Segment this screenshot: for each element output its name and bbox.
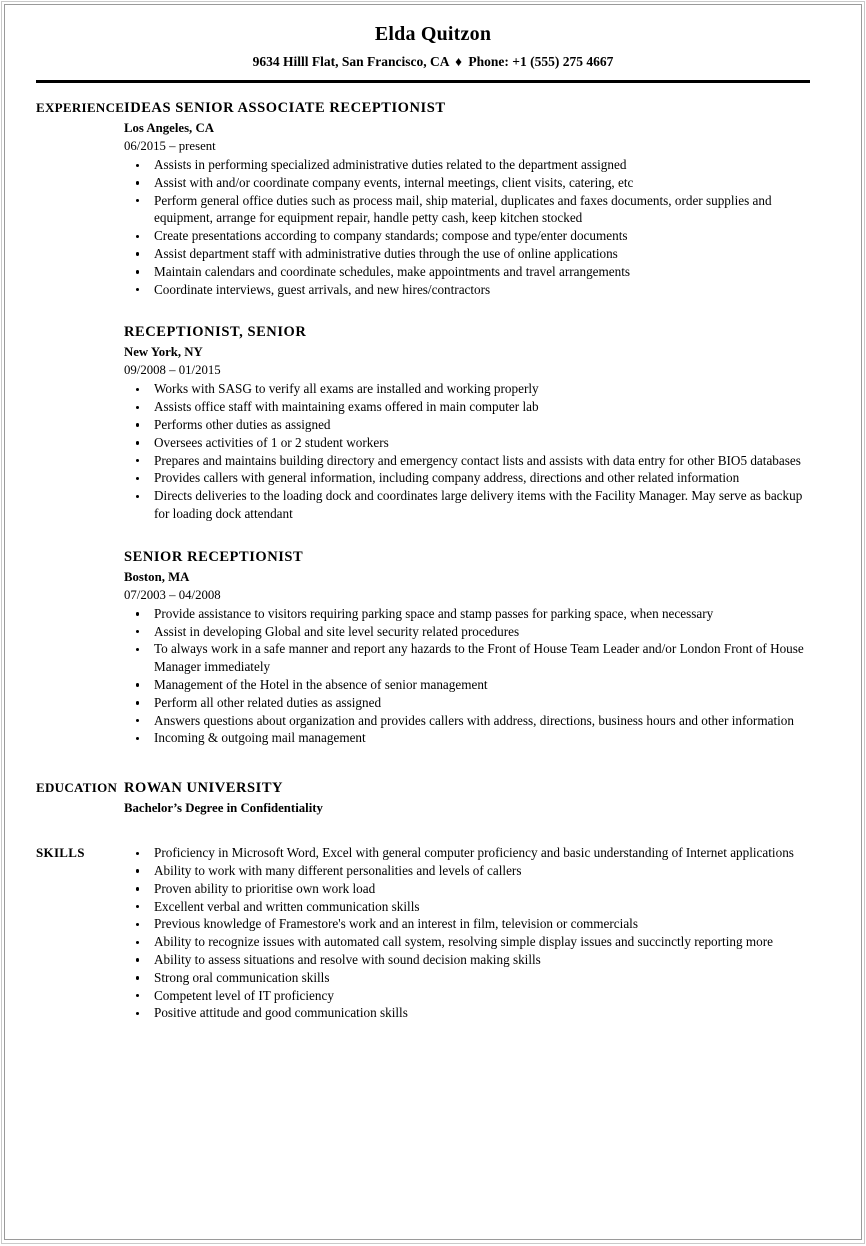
job-dates: 09/2008 – 01/2015	[124, 363, 221, 378]
job-bullet-list	[124, 605, 820, 747]
resume-header	[0, 0, 866, 83]
list-item: Assist department staff with administrative duties through the use of online applications	[124, 245, 820, 263]
list-item: Provide assistance to visitors requiring parking space and stamp passes for parking space, when necessary	[124, 605, 820, 623]
list-item: Works with SASG to verify all exams are installed and working properly	[124, 380, 820, 398]
education-school: ROWAN UNIVERSITY	[124, 780, 284, 797]
list-item: Proven ability to prioritise own work load	[124, 880, 820, 898]
list-item: Strong oral communication skills	[124, 969, 820, 987]
job-location: New York, NY	[124, 345, 203, 360]
contact-line	[0, 53, 866, 71]
job-dates: 06/2015 – present	[124, 139, 216, 153]
job-dates: 07/2003 – 04/2008	[124, 587, 221, 602]
list-item: Excellent verbal and written communication skills	[124, 898, 820, 916]
list-item: Competent level of IT proficiency	[124, 987, 820, 1005]
list-item: Perform general office duties such as process mail, ship material, duplicates and faxes documents, order supplies and equipment, arrange for equipment repair, handle petty cash, keep kitchen stocked	[124, 192, 820, 228]
experience-entry	[124, 323, 820, 522]
section-label-education: EDUCATION	[36, 780, 118, 796]
list-item: Provides callers with general information, including company address, directions and other related information	[124, 469, 820, 487]
list-item: Coordinate interviews, guest arrivals, and new hires/contractors	[124, 281, 820, 299]
list-item: Perform all other related duties as assigned	[124, 694, 820, 712]
candidate-name: Elda Quitzon	[374, 23, 492, 45]
education-degree: Bachelor’s Degree in Confidentiality	[124, 801, 323, 816]
section-experience	[0, 99, 866, 747]
list-item: Ability to assess situations and resolve with sound decision making skills	[124, 951, 820, 969]
list-item: Ability to recognize issues with automated call system, resolving simple display issues and succinctly reporting more	[124, 933, 820, 951]
list-item: Oversees activities of 1 or 2 student workers	[124, 434, 820, 452]
job-bullet-list	[124, 380, 820, 522]
job-location: Boston, MA	[124, 569, 190, 584]
contact-address: 9634 Hilll Flat, San Francisco, CA	[252, 54, 449, 69]
education-body	[124, 779, 866, 817]
list-item: Previous knowledge of Framestore's work and an interest in film, television or commercials	[124, 915, 820, 933]
list-item: Directs deliveries to the loading dock and coordinates large delivery items with the Facility Manager. May serve as backup for loading dock attendant	[124, 487, 820, 523]
section-skills	[0, 844, 866, 1022]
experience-body	[124, 99, 866, 747]
list-item: To always work in a safe manner and report any hazards to the Front of House Team Leader and/or London Front of House Manager immediately	[124, 640, 820, 676]
skills-bullet-list	[124, 844, 820, 1022]
section-label-skills: SKILLS	[36, 845, 85, 861]
list-item: Assists office staff with maintaining exams offered in main computer lab	[124, 398, 820, 416]
contact-phone: Phone: +1 (555) 275 4667	[468, 54, 614, 69]
list-item: Create presentations according to company standards; compose and type/enter documents	[124, 227, 820, 245]
job-location: Los Angeles, CA	[124, 121, 214, 135]
experience-entry	[124, 548, 820, 747]
list-item: Assist in developing Global and site level security related procedures	[124, 623, 820, 641]
job-title: IDEAS SENIOR ASSOCIATE RECEPTIONIST	[124, 100, 446, 116]
header-divider	[36, 80, 810, 83]
list-item: Proficiency in Microsoft Word, Excel with general computer proficiency and basic understanding of Internet applications	[124, 844, 820, 862]
list-item: Ability to work with many different personalities and levels of callers	[124, 862, 820, 880]
list-item: Performs other duties as assigned	[124, 416, 820, 434]
section-label-experience: EXPERIENCE	[36, 100, 125, 115]
list-item: Positive attitude and good communication skills	[124, 1004, 820, 1022]
list-item: Management of the Hotel in the absence of senior management	[124, 676, 820, 694]
experience-entry	[124, 99, 820, 298]
job-title: SENIOR RECEPTIONIST	[124, 548, 304, 565]
section-education	[0, 779, 866, 817]
diamond-separator-icon: ♦	[455, 54, 463, 69]
job-title: RECEPTIONIST, SENIOR	[124, 324, 307, 341]
list-item: Answers questions about organization and provides callers with address, directions, business hours and other information	[124, 712, 820, 730]
job-bullet-list	[124, 156, 820, 298]
list-item: Incoming & outgoing mail management	[124, 729, 820, 747]
list-item: Prepares and maintains building directory and emergency contact lists and assists with data entry for other BIO5 databases	[124, 452, 820, 470]
list-item: Assist with and/or coordinate company events, internal meetings, client visits, catering, etc	[124, 174, 820, 192]
list-item: Maintain calendars and coordinate schedules, make appointments and travel arrangements	[124, 263, 820, 281]
skills-body	[124, 844, 866, 1022]
list-item: Assists in performing specialized administrative duties related to the department assigned	[124, 156, 820, 174]
